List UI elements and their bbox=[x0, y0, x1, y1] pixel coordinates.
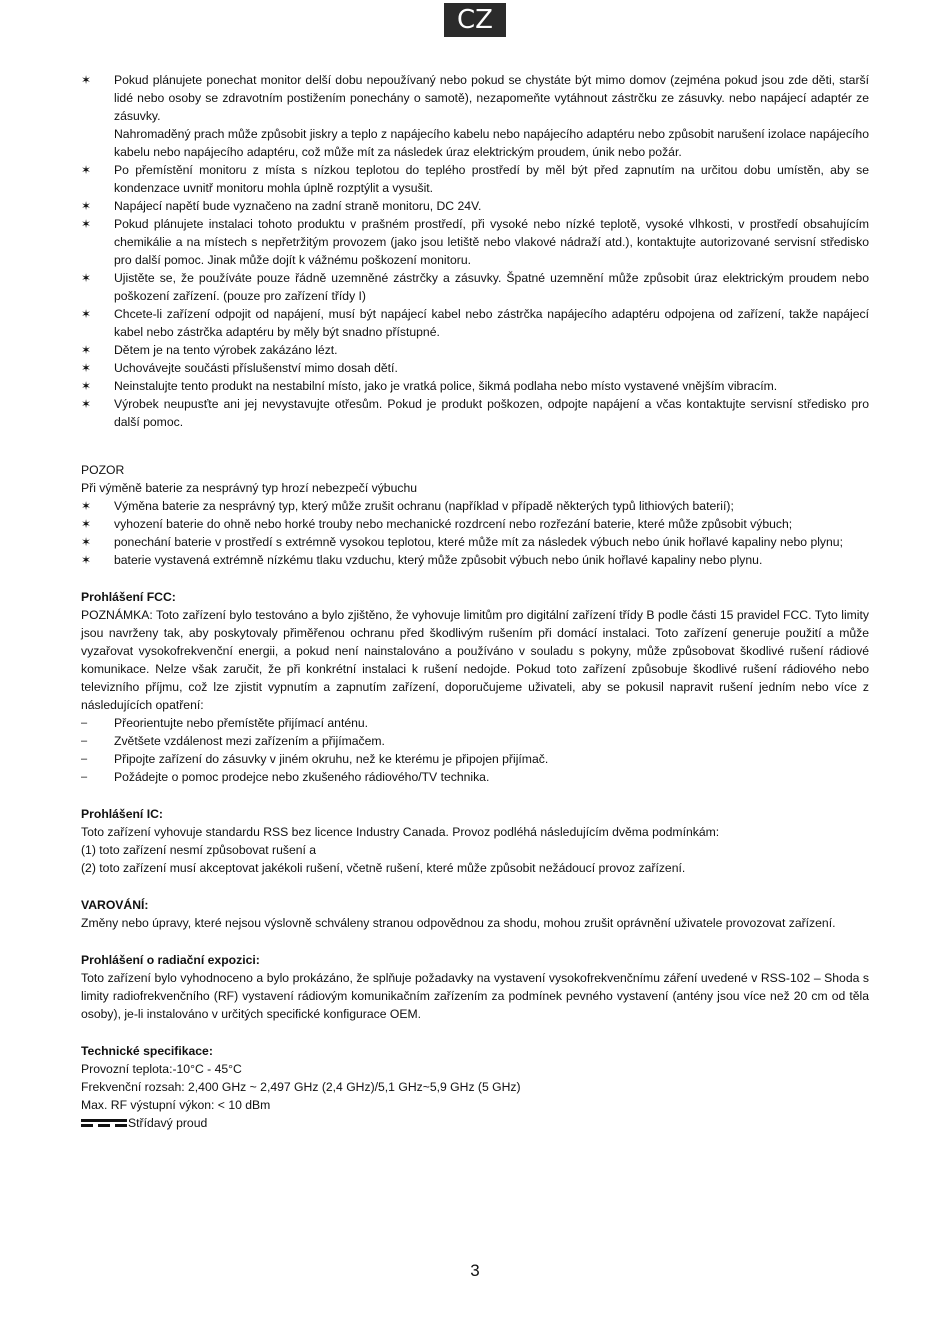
list-item: ✶ ponechání baterie v prostředí s extrémně vysokou teplotou, které může mít za následek výbuch nebo únik hořlavé kapaliny nebo plynu; bbox=[81, 535, 843, 549]
warning-body: Změny nebo úpravy, které nejsou výslovně schváleny stranou odpovědnou za shodu, mohou zrušit oprávnění uživatele provozovat zařízení. bbox=[81, 916, 836, 930]
radiation-body: Toto zařízení bylo vyhodnoceno a bylo prokázáno, že splňuje požadavky na vystavení vysokofrekvenčnímu záření uvedené v RSS-102 – Shoda s limity radiofrekvenčního (RF) vystavení rádiovým komunikačním zařízením za podmínek pevného vystavení (antény jsou více než 20 cm od těla osoby), je-li instalováno v určitých specifické konfigurace OEM. bbox=[81, 971, 869, 1021]
asterisk-bullet-icon: ✶ bbox=[81, 535, 92, 549]
list-item: ✶ Chcete-li zařízení odpojit od napájení, musí být napájecí kabel nebo zástrčka napájecího adaptéru odpojena od zařízení, takže napájecí kabel nebo zástrčka adaptéru by měly být snadno přístupné. bbox=[81, 307, 869, 339]
fcc-list bbox=[81, 714, 869, 786]
asterisk-bullet-icon: ✶ bbox=[81, 307, 92, 321]
list-item: ✶ Výrobek neupusťte ani jej nevystavujte otřesům. Pokud je produkt poškozen, odpojte napájení a včas kontaktujte servisní středisko pro další pomoc. bbox=[81, 397, 869, 429]
asterisk-bullet-icon: ✶ bbox=[81, 217, 92, 231]
list-item: Nahromaděný prach může způsobit jiskry a teplo z napájecího kabelu nebo napájecího adaptéru nebo způsobit narušení izolace napájecího kabelu nebo napájecího adaptéru, což může mít za následek úraz elektrickým proudem, únik nebo požár. bbox=[114, 127, 869, 159]
list-item: ✶ Pokud plánujete instalaci tohoto produktu v prašném prostředí, při vysoké nebo nízké teplotě, vysoké vlhkosti, v prostředí obsahujícím chemikálie a na místech s nepřetržitým provozem (jako jsou letiště nebo vlakové nádraží atd.), kontaktujte autorizované servisní středisko pro další pomoc. Jinak může dojít k vážnému poškození monitoru. bbox=[81, 217, 869, 267]
asterisk-bullet-icon: ✶ bbox=[81, 379, 92, 393]
asterisk-bullet-icon: ✶ bbox=[81, 517, 92, 531]
caution-title: POZOR bbox=[81, 463, 125, 477]
list-item: – Připojte zařízení do zásuvky v jiném okruhu, než ke kterému je připojen přijímač. bbox=[81, 752, 549, 766]
safety-list bbox=[81, 71, 869, 431]
warning-title: VAROVÁNÍ: bbox=[81, 898, 149, 912]
radiation-title: Prohlášení o radiační expozici: bbox=[81, 953, 260, 967]
list-item: ✶ Výměna baterie za nesprávný typ, který může zrušit ochranu (například v případě některých typů lithiových baterií); bbox=[81, 499, 734, 513]
list-item: ✶ Ujistěte se, že používáte pouze řádně uzemněné zástrčky a zásuvky. Špatné uzemnění může způsobit úraz elektrickým proudem nebo poškození zařízení. (pouze pro zařízení třídy I) bbox=[81, 271, 869, 303]
list-item: ✶ Po přemístění monitoru z místa s nízkou teplotou do teplého prostředí by měl být před zapnutím na určitou dobu umístěn, aby se kondenzace uvnitř monitoru mohla úplně rozptýlit a vysušit. bbox=[81, 163, 869, 195]
ic-title: Prohlášení IC: bbox=[81, 807, 163, 821]
caution-intro: Při výměně baterie za nesprávný typ hrozí nebezpečí výbuchu bbox=[81, 481, 418, 495]
asterisk-bullet-icon: ✶ bbox=[81, 397, 92, 411]
asterisk-bullet-icon: ✶ bbox=[81, 271, 92, 285]
fcc-title: Prohlášení FCC: bbox=[81, 590, 176, 604]
asterisk-bullet-icon: ✶ bbox=[81, 73, 92, 87]
caution-list bbox=[81, 497, 869, 569]
list-item: – Přeorientujte nebo přemístěte přijímací anténu. bbox=[81, 716, 369, 730]
dash-bullet-icon: – bbox=[81, 753, 88, 765]
dash-bullet-icon: – bbox=[81, 771, 88, 783]
spec-line: Provozní teplota:-10°C - 45°C bbox=[81, 1062, 242, 1076]
list-item: ✶ Neinstalujte tento produkt na nestabilní místo, jako je vratká police, šikmá podlaha nebo místo vystavené vnějším vibracím. bbox=[81, 379, 778, 393]
asterisk-bullet-icon: ✶ bbox=[81, 361, 92, 375]
document-body bbox=[81, 71, 869, 1132]
list-item: ✶ Pokud plánujete ponechat monitor delší dobu nepoužívaný nebo pokud se chystáte být mimo domov (zejména pokud jsou zde děti, starší lidé nebo osoby se zdravotním postižením ponechány o samotě), nezapomeňte vytáhnout zástrčku ze zásuvky. nebo napájecí adaptér ze zásuvky. bbox=[81, 73, 869, 123]
asterisk-bullet-icon: ✶ bbox=[81, 343, 92, 357]
ic-line: (1) toto zařízení nesmí způsobovat rušení a bbox=[81, 843, 317, 857]
dc-label: Střídavý proud bbox=[128, 1116, 208, 1130]
list-item: ✶ Dětem je na tento výrobek zakázáno lézt. bbox=[81, 343, 338, 357]
asterisk-bullet-icon: ✶ bbox=[81, 499, 92, 513]
list-item: ✶ Uchovávejte součásti příslušenství mimo dosah dětí. bbox=[81, 361, 398, 375]
dc-spec-row bbox=[81, 1114, 869, 1132]
fcc-body: POZNÁMKA: Toto zařízení bylo testováno a bylo zjištěno, že vyhovuje limitům pro digitální zařízení třídy B podle části 15 pravidel FCC. Tyto limity jsou navrženy tak, aby poskytovaly přiměřenou ochranu před škodlivým rušením při domácí instalaci. Toto zařízení generuje použití a může vyzařovat vysokofrekvenční energii, a pokud není nainstalováno a používáno v souladu s pokyny, může způsobovat škodlivé rušení rádiové komunikace. Nelze však zaručit, že při konkrétní instalaci k rušení nedojde. Pokud toto zařízení způsobuje škodlivé rušení rádiového nebo televizního příjmu, což lze zjistit vypnutím a zapnutím zařízení, doporučujeme uživateli, aby se pokusil napravit rušení jedním nebo více z následujících opatření: bbox=[81, 608, 869, 712]
asterisk-bullet-icon: ✶ bbox=[81, 199, 92, 213]
spec-line: Max. RF výstupní výkon: < 10 dBm bbox=[81, 1098, 271, 1112]
ic-line: (2) toto zařízení musí akceptovat jakékoli rušení, včetně rušení, které může způsobit nežádoucí provoz zařízení. bbox=[81, 861, 686, 875]
list-item: ✶ vyhození baterie do ohně nebo horké trouby nebo mechanické rozdrcení nebo rozřezání baterie, které může způsobit výbuch; bbox=[81, 517, 793, 531]
list-item: – Zvětšete vzdálenost mezi zařízením a přijímačem. bbox=[81, 734, 385, 748]
asterisk-bullet-icon: ✶ bbox=[81, 163, 92, 177]
dash-bullet-icon: – bbox=[81, 735, 88, 747]
page-number: 3 bbox=[470, 1261, 480, 1280]
asterisk-bullet-icon: ✶ bbox=[81, 553, 92, 567]
list-item: ✶ Napájecí napětí bude vyznačeno na zadní straně monitoru, DC 24V. bbox=[81, 199, 482, 213]
list-item: ✶ baterie vystavená extrémně nízkému tlaku vzduchu, který může způsobit výbuch nebo únik hořlavé kapaliny nebo plynu. bbox=[81, 553, 763, 567]
dash-bullet-icon: – bbox=[81, 717, 88, 729]
list-item: – Požádejte o pomoc prodejce nebo zkušeného rádiového/TV technika. bbox=[81, 770, 490, 784]
ic-line: Toto zařízení vyhovuje standardu RSS bez licence Industry Canada. Provoz podléhá následujícím dvěma podmínkám: bbox=[81, 825, 720, 839]
spec-line: Frekvenční rozsah: 2,400 GHz ~ 2,497 GHz (2,4 GHz)/5,1 GHz~5,9 GHz (5 GHz) bbox=[81, 1080, 521, 1094]
direct-current-symbol-icon bbox=[81, 1118, 127, 1128]
language-badge: CZ bbox=[444, 3, 506, 37]
specs-title: Technické specifikace: bbox=[81, 1044, 213, 1058]
